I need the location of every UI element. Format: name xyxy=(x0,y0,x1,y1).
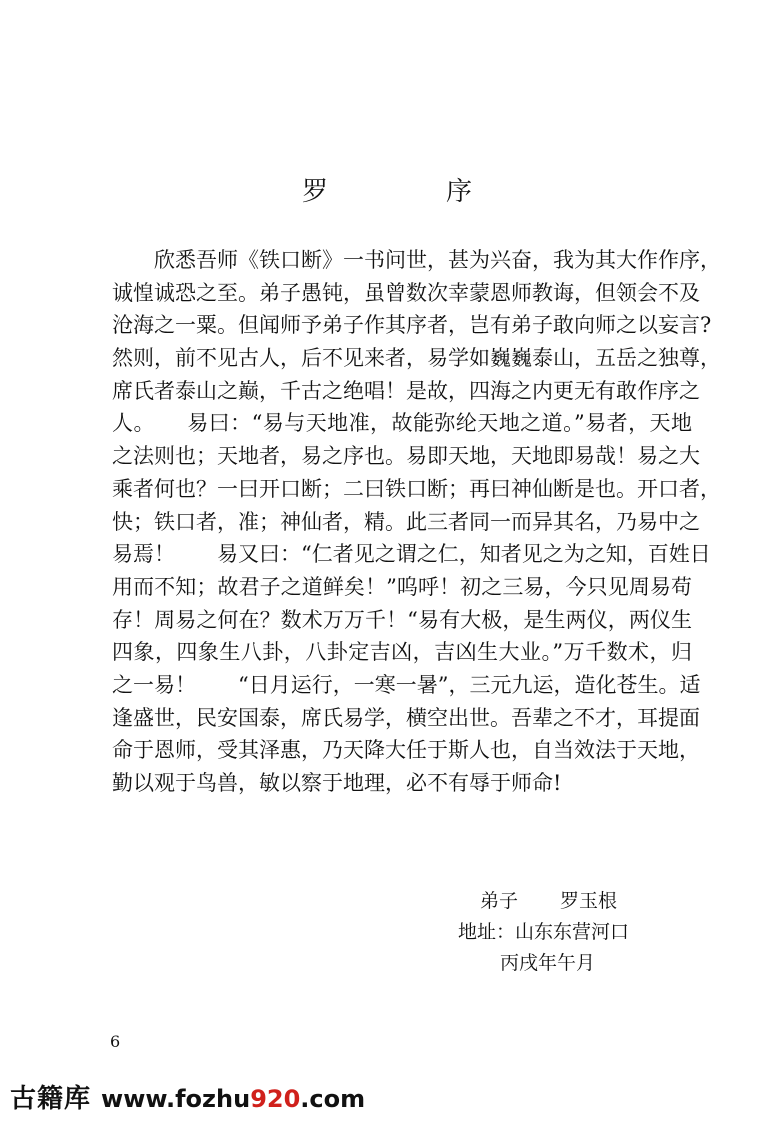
body-line: 沧海之一粟。但闻师予弟子作其序者，岂有弟子敢向师之以妄言? xyxy=(112,313,712,338)
watermark xyxy=(10,1078,365,1112)
body-line: 易焉！ 易又曰：“仁者见之谓之仁，知者见之为之知，百姓日 xyxy=(112,542,711,567)
body-line: 欣悉吾师《铁口断》一书问世，甚为兴奋，我为其大作作序， xyxy=(112,248,721,272)
watermark-site-name: 古籍库 xyxy=(10,1084,92,1114)
signature-address: 地址：山东东营河口 xyxy=(458,921,630,943)
body-line: 用而不知；故君子之道鲜矣！”呜呼！初之三易，今只见周易苟 xyxy=(112,574,692,599)
body-line: 席氏者泰山之巅，千古之绝唱！是故，四海之内更无有敢作序之 xyxy=(112,378,700,403)
signature-role: 弟子 xyxy=(480,890,519,912)
watermark-url-prefix: www.fozhu xyxy=(101,1085,251,1113)
body-line: 然则，前不见古人，后不见来者，易学如巍巍泰山，五岳之独尊， xyxy=(112,346,721,371)
body-line: 命于恩师，受其泽惠，乃天降大任于斯人也，自当效法于天地， xyxy=(112,738,700,763)
body-line: 诚惶诚恐之至。弟子愚钝，虽曾数次幸蒙恩师教诲，但领会不及 xyxy=(112,280,700,305)
page-number: 6 xyxy=(110,1032,121,1051)
body-line: 之法则也；天地者，易之序也。易即天地，天地即易哉！易之大 xyxy=(112,444,700,469)
preface-title: 罗 序 xyxy=(301,177,518,207)
body-line: 乘者何也？一曰开口断；二曰铁口断；再曰神仙断是也。开口者， xyxy=(112,476,721,501)
body-line: 四象，四象生八卦，八卦定吉凶，吉凶生大业。”万千数术，归 xyxy=(112,640,692,665)
signature-author xyxy=(440,886,670,917)
preface-body xyxy=(112,244,721,800)
watermark-url-suffix: .com xyxy=(300,1085,366,1113)
body-line: 人。 易曰：“易与天地准，故能弥纶天地之道。”易者，天地 xyxy=(112,411,692,436)
body-line: 勤以观于鸟兽，敏以察于地理，必不有辱于师命! xyxy=(112,771,562,795)
signature-name: 罗玉根 xyxy=(560,890,618,912)
body-line: 逢盛世，民安国泰，席氏易学，横空出世。吾辈之不才，耳提面 xyxy=(112,705,700,730)
watermark-url-number: 920 xyxy=(250,1085,301,1113)
signature-block xyxy=(440,886,670,979)
watermark-url xyxy=(101,1085,365,1113)
signature-date: 丙戌年午月 xyxy=(500,952,596,974)
body-line: 快；铁口者，准；神仙者，精。此三者同一而异其名，乃易中之 xyxy=(112,509,700,534)
body-line: 之一易！ “日月运行，一寒一暑”，三元九运，造化苍生。适 xyxy=(112,672,701,697)
body-line: 存！周易之何在？数术万万千！“易有大极，是生两仪，两仪生 xyxy=(112,607,692,632)
